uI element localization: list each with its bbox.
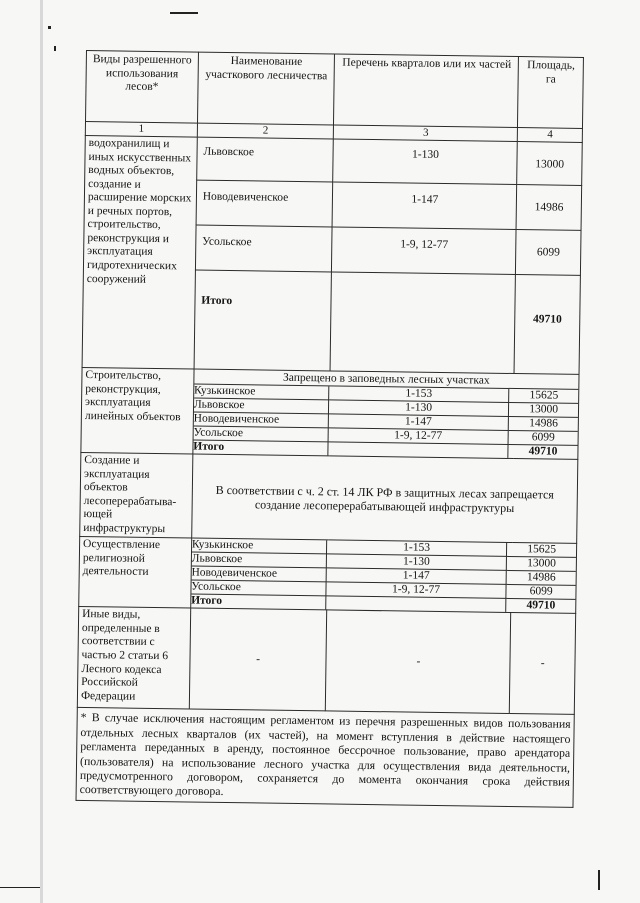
forestry-cell: Усольское [191,580,326,596]
total-area: 49710 [508,444,577,458]
forestry-cell: Новодевиченское [196,180,333,227]
use-type-religious: Осуществление религиозной деятельности [79,537,192,609]
scan-mark-bottom [0,887,40,888]
forestry-cell: Усольское [193,426,328,442]
forestry-cell: Львовское [194,398,329,414]
area-cell: 14986 [509,416,578,431]
total-label: Итого [194,270,332,371]
quarters-cell: 1-130 [333,139,517,185]
document-page [76,50,584,808]
quarters-cell: - [326,610,511,714]
use-type-water: водохранилищ и иных искусственных водных объектов, создание и расширение морских и речных портов, строительство, реконструкция и эксплуатация гидротехнических сооружений [82,135,197,369]
col-number-4: 4 [518,128,583,143]
area-cell: 6099 [516,229,581,275]
area-cell: 6099 [506,585,575,600]
use-type-other: Иные виды, определенные в соответствии с частью 2 статьи 6 Лесного кодекса Российской Федерации [77,607,190,710]
forestry-cell: Новодевиченское [194,412,329,428]
quarters-cell: 1-153 [328,386,509,402]
table-header-row [86,51,584,129]
forestry-cell: Новодевиченское [191,566,326,582]
scan-mark-top [170,12,198,14]
area-cell: 14986 [516,184,581,230]
table-row [79,537,577,614]
forestry-cell: Львовское [197,137,334,182]
quarters-cell: 1-130 [328,400,509,417]
area-cell: - [510,613,576,715]
use-type-linear: Строительство, реконструкция, эксплуатация линейных объектов [81,367,194,454]
quarters-cell: 1-9, 12-77 [328,428,509,445]
area-cell: 14986 [506,571,575,586]
forestry-cell: Усольское [195,225,332,272]
area-cell: 13000 [507,557,576,572]
table-row [80,452,578,543]
header-forestry: Наименование участкового лесничества [197,52,335,125]
quarters-cell: 1-9, 12-77 [326,582,507,599]
scan-mark-right [598,870,600,890]
scan-mark-left [48,26,51,29]
scan-mark-left2 [54,46,56,51]
table-row [77,607,575,715]
area-cell: 15625 [509,389,578,403]
quarters-cell: 1-147 [326,568,507,585]
religious-subtable [191,539,576,613]
quarters-cell: 1-147 [328,414,509,431]
footnote-row [76,708,574,807]
area-cell: 15625 [507,543,576,557]
forestry-cell: Кузькинское [194,385,329,400]
page-edge-shadow [40,0,43,903]
quarters-cell: 1-153 [326,541,507,557]
processing-ban-text: В соответствии с ч. 2 ст. 14 ЛК РФ в защитных лесах запрещается создание лесоперерабатывающей инфраструктуры [192,454,578,544]
use-type-processing: Создание и эксплуатация объектов лесоперерабатыва-ющей инфраструктуры [80,452,193,538]
area-cell: 6099 [508,430,577,445]
area-cell: 13000 [509,402,578,417]
linear-detail-cell [193,369,579,459]
forestry-cell: Львовское [192,552,327,568]
total-area: 49710 [514,274,580,374]
header-area: Площадь, га [518,57,584,129]
header-quarters: Перечень кварталов или их частей [334,54,519,128]
forestry-cell: Кузькинское [192,539,327,554]
linear-subtable [193,385,578,459]
total-label: Итого [191,594,326,609]
quarters-cell: 1-147 [333,182,517,230]
footnote: * В случае исключения настоящим регламентом из перечня разрешенных видов пользования отдельных лесных кварталов (их частей), на момент вступления в действие настоящего регламента переданных в аренду, постоянное бессрочное пользование, право арендатора (пользователя) на использование лесного участка для осуществления вида деятельности, предусмотренного договором, сохраняется до момента окончания срока действия соответствующего договора. [76,708,574,807]
quarters-cell: 1-130 [326,554,507,571]
col-number-3: 3 [334,125,518,142]
regulation-table [76,50,584,808]
religious-detail-cell [191,538,577,613]
header-use-type: Виды разрешенного использования лесов* [86,51,199,124]
table-row [85,135,583,185]
total-label: Итого [193,440,328,455]
table-row [81,367,579,459]
col-number-2: 2 [197,123,334,139]
col-number-1: 1 [85,122,197,138]
area-cell: 13000 [517,142,582,186]
quarters-cell: 1-9, 12-77 [332,227,516,275]
forestry-cell: - [189,608,327,711]
prohibition-banner: Запрещено в заповедных лесных участках [194,370,578,390]
total-area: 49710 [506,599,575,613]
empty-cell [331,272,516,374]
